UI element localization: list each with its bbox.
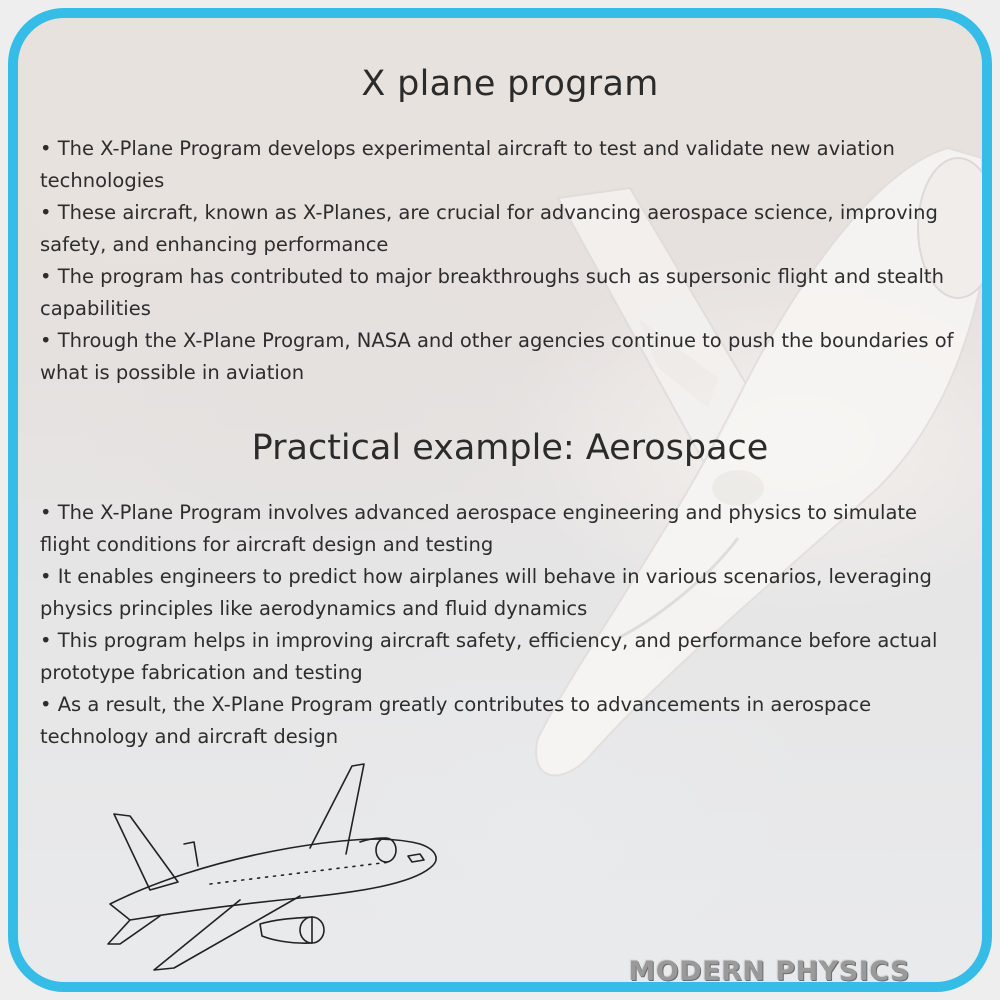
bullet-list-overview — [40, 133, 965, 389]
list-item: • It enables engineers to predict how airplanes will behave in various scenarios, leveraging physics principles like aerodynamics and fluid dynamics — [40, 561, 965, 625]
bullet-list-practical-example — [40, 497, 965, 753]
list-item: • The program has contributed to major breakthroughs such as supersonic flight and stealth capabilities — [40, 261, 965, 325]
section-title-x-plane-program: X plane program — [361, 64, 659, 104]
list-item: • Through the X-Plane Program, NASA and other agencies continue to push the boundaries of what is possible in aviation — [40, 325, 965, 389]
airplane-sketch-icon — [90, 744, 450, 984]
modern-physics-logo: MODERN PHYSICS — [628, 956, 910, 987]
list-item: • The X-Plane Program develops experimental aircraft to test and validate new aviation technologies — [40, 133, 965, 197]
list-item: • This program helps in improving aircraft safety, efficiency, and performance before actual prototype fabrication and testing — [40, 625, 965, 689]
list-item: • The X-Plane Program involves advanced aerospace engineering and physics to simulate flight conditions for aircraft design and testing — [40, 497, 965, 561]
list-item: • As a result, the X-Plane Program greatly contributes to advancements in aerospace technology and aircraft design — [40, 689, 965, 753]
section-title-practical-example: Practical example: Aerospace — [251, 428, 769, 468]
info-card — [8, 8, 992, 992]
list-item: • These aircraft, known as X-Planes, are crucial for advancing aerospace science, improving safety, and enhancing performance — [40, 197, 965, 261]
